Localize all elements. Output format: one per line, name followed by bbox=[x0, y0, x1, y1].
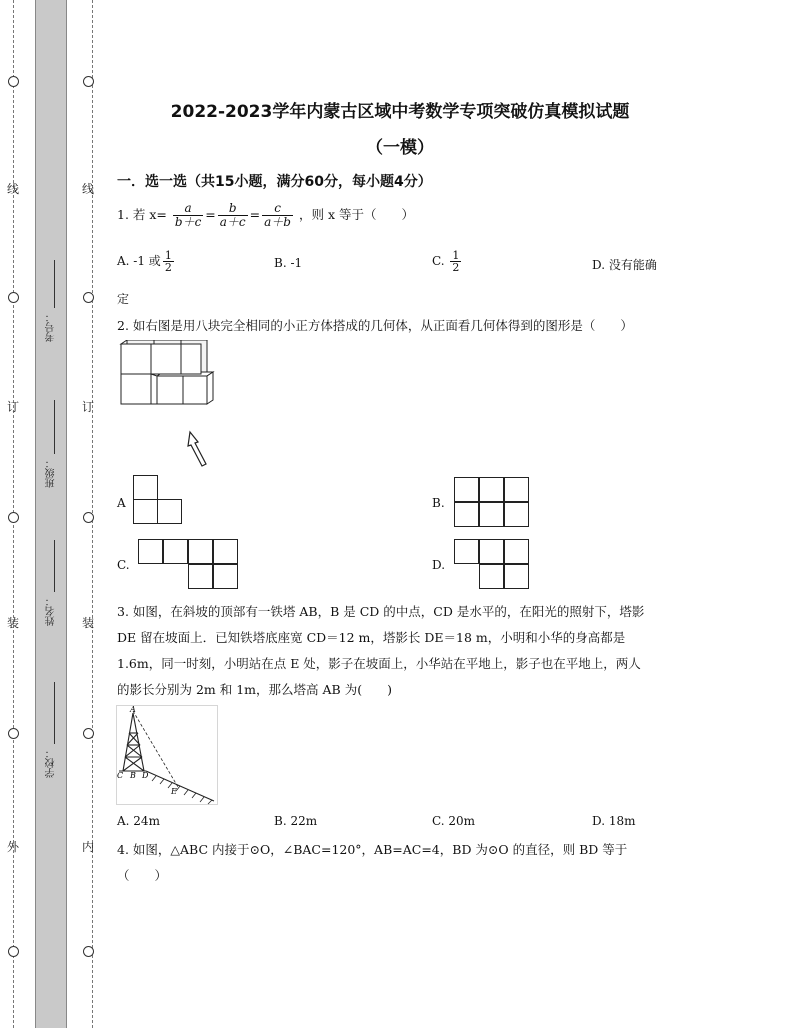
inner-char-in: 内 bbox=[82, 840, 95, 854]
binding-strip bbox=[35, 0, 67, 1028]
question-1: 1. 若 x= $\frac{a}{b+c}$ = $\frac{b}{a+c}$ = $\frac{c}{a+b}$ ，则 x 等于（ ） bbox=[117, 201, 414, 229]
q3-label-c: C bbox=[117, 771, 124, 780]
question-2: 2. 如右图是用八块完全相同的小正方体搭成的几何体，从正面看几何体得到的图形是（ ） bbox=[117, 318, 633, 333]
q1-frac-3: $\frac{c}{a+b}$ bbox=[264, 201, 291, 229]
punch-hole bbox=[8, 292, 19, 303]
punch-hole bbox=[83, 946, 94, 957]
page-subtitle: （一模） bbox=[366, 138, 434, 158]
punch-hole bbox=[83, 292, 94, 303]
q1-option-b: B. -1 bbox=[274, 256, 303, 270]
q1-option-d: D. 没有能确 bbox=[592, 258, 657, 272]
school-label: 学校： bbox=[46, 748, 57, 778]
outer-char-line: 线 bbox=[7, 182, 20, 196]
q3-option-a: A. 24m bbox=[117, 814, 160, 828]
question-4-line-2: （ ） bbox=[117, 868, 168, 883]
q3-label-a: A bbox=[130, 705, 136, 714]
school-underline bbox=[54, 682, 55, 744]
q3-label-e: E bbox=[171, 787, 177, 796]
q1-prefix: 1. 若 x= bbox=[117, 207, 167, 222]
page-title: 2022-2023学年内蒙古区域中考数学专项突破仿真模拟试题 bbox=[170, 102, 630, 122]
q1-option-c: C. $\frac{1}{2}$ bbox=[432, 249, 460, 274]
punch-hole bbox=[8, 946, 19, 957]
exam-number-label: 考号： bbox=[46, 312, 57, 342]
section-heading: 一．选一选（共15小题，满分60分，每小题4分） bbox=[117, 174, 432, 190]
q3-option-d: D. 18m bbox=[592, 814, 636, 828]
q2-view-arrow bbox=[186, 430, 214, 468]
q2-option-c-label: C. bbox=[117, 558, 130, 572]
q1-frac-2: $\frac{b}{a+c}$ bbox=[219, 201, 246, 229]
class-underline bbox=[54, 400, 55, 454]
name-underline bbox=[54, 540, 55, 592]
punch-hole bbox=[8, 512, 19, 523]
punch-hole bbox=[8, 728, 19, 739]
punch-hole bbox=[83, 76, 94, 87]
inner-char-bind: 装 bbox=[82, 616, 95, 630]
punch-hole bbox=[83, 512, 94, 523]
question-3-line-3: 1.6m，同一时刻，小明站在点 E 处，影子在坡面上，小华站在平地上，影子也在平地上，两人 bbox=[117, 656, 641, 671]
question-3-line-1: 3. 如图，在斜坡的顶部有一铁塔 AB，B 是 CD 的中点，CD 是水平的，在阳光的照射下，塔影 bbox=[117, 604, 645, 619]
q2-option-d-label: D. bbox=[432, 558, 446, 572]
q2-cube-figure bbox=[117, 340, 217, 415]
punch-hole bbox=[8, 76, 19, 87]
q3-option-c: C. 20m bbox=[432, 814, 476, 828]
q1-option-a: A. -1 或 $\frac{1}{2}$ bbox=[117, 249, 172, 274]
outer-char-order: 订 bbox=[7, 400, 20, 414]
q3-option-b: B. 22m bbox=[274, 814, 318, 828]
outer-char-out: 外 bbox=[7, 840, 20, 854]
class-label: 班级： bbox=[46, 458, 57, 488]
q3-tower-figure bbox=[116, 705, 218, 805]
question-3-line-2: DE 留在坡面上．已知铁塔底座宽 CD＝12 m，塔影长 DE＝18 m，小明和小华的身高都是 bbox=[117, 630, 626, 645]
question-3-line-4: 的影长分别为 2m 和 1m，那么塔高 AB 为( ) bbox=[117, 682, 392, 697]
punch-hole bbox=[83, 728, 94, 739]
inner-char-order: 订 bbox=[82, 400, 95, 414]
inner-char-line: 线 bbox=[82, 182, 95, 196]
q1-option-d-continued: 定 bbox=[117, 292, 130, 306]
name-label: 姓名： bbox=[46, 596, 57, 626]
q2-option-a-label: A bbox=[117, 496, 126, 510]
q2-option-b-label: B. bbox=[432, 496, 445, 510]
q3-label-b: B bbox=[130, 771, 136, 780]
outer-char-bind: 装 bbox=[7, 616, 20, 630]
question-4-line-1: 4. 如图，△ABC 内接于⊙O，∠BAC=120°，AB=AC=4，BD 为⊙O 的直径，则 BD 等于 bbox=[117, 842, 628, 857]
exam-number-underline bbox=[54, 260, 55, 308]
q1-frac-1: $\frac{a}{b+c}$ bbox=[174, 201, 202, 229]
q1-suffix: ，则 x 等于（ ） bbox=[298, 207, 414, 222]
q3-label-d: D bbox=[142, 771, 149, 780]
